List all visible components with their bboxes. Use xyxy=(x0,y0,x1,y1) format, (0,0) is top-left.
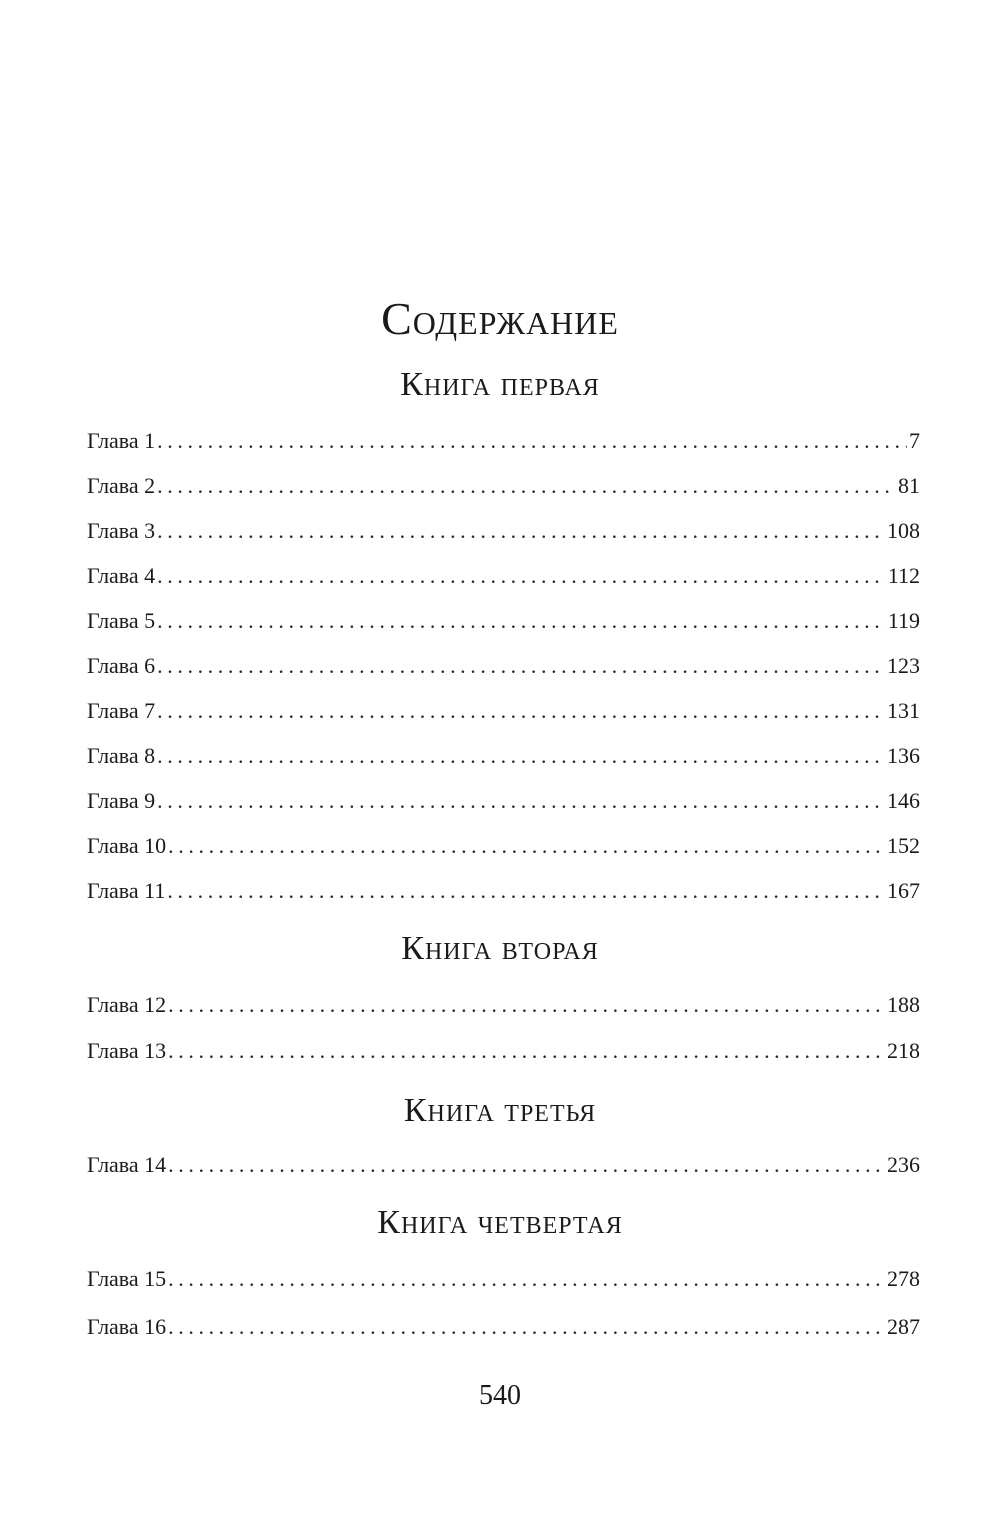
chapter-page: 146 xyxy=(887,788,920,813)
toc-entry[interactable] xyxy=(87,1036,920,1066)
chapter-page: 188 xyxy=(887,992,920,1017)
chapter-page: 236 xyxy=(887,1152,920,1177)
dot-leader xyxy=(157,426,907,456)
chapter-label: Глава 5 xyxy=(87,608,156,633)
chapter-page: 123 xyxy=(887,653,920,678)
dot-leader xyxy=(167,876,885,906)
dot-leader xyxy=(157,471,896,501)
chapter-page: 136 xyxy=(887,743,920,768)
dot-leader xyxy=(157,786,885,816)
dot-leader xyxy=(157,696,885,726)
chapter-label: Глава 2 xyxy=(87,473,156,498)
chapter-label: Глава 10 xyxy=(87,833,167,858)
chapter-label: Глава 9 xyxy=(87,788,156,813)
chapter-page: 108 xyxy=(887,518,920,543)
chapter-page: 218 xyxy=(887,1038,920,1063)
chapter-label: Глава 13 xyxy=(87,1038,167,1063)
chapter-label: Глава 11 xyxy=(87,878,166,903)
toc-entry[interactable] xyxy=(87,876,920,906)
toc-entry[interactable] xyxy=(87,696,920,726)
dot-leader xyxy=(157,606,886,636)
dot-leader xyxy=(168,1264,885,1294)
chapter-label: Глава 14 xyxy=(87,1152,167,1177)
toc-entry[interactable] xyxy=(87,516,920,546)
chapter-label: Глава 16 xyxy=(87,1314,167,1339)
chapter-label: Глава 1 xyxy=(87,428,156,453)
dot-leader xyxy=(168,1312,885,1342)
toc-title: Содержание xyxy=(381,293,619,344)
dot-leader xyxy=(168,990,885,1020)
toc-entry[interactable] xyxy=(87,990,920,1020)
chapter-page: 278 xyxy=(887,1266,920,1291)
chapter-page: 112 xyxy=(887,563,920,588)
book-title: Книга третья xyxy=(403,1092,597,1129)
toc-entry[interactable] xyxy=(87,606,920,636)
page-number: 540 xyxy=(479,1380,521,1411)
chapter-page: 131 xyxy=(887,698,920,723)
chapter-label: Глава 3 xyxy=(87,518,156,543)
chapter-page: 119 xyxy=(887,608,920,633)
chapter-page: 7 xyxy=(909,428,920,453)
dot-leader xyxy=(168,1150,885,1180)
chapter-page: 167 xyxy=(887,878,920,903)
dot-leader xyxy=(157,561,886,591)
toc-entry[interactable] xyxy=(87,831,920,861)
chapter-page: 81 xyxy=(898,473,920,498)
chapter-page: 152 xyxy=(887,833,920,858)
chapter-label: Глава 12 xyxy=(87,992,167,1017)
toc-entry[interactable] xyxy=(87,1312,920,1342)
dot-leader xyxy=(157,741,885,771)
toc-entry[interactable] xyxy=(87,471,920,501)
dot-leader xyxy=(157,516,885,546)
chapter-label: Глава 7 xyxy=(87,698,156,723)
chapter-label: Глава 8 xyxy=(87,743,156,768)
chapter-label: Глава 15 xyxy=(87,1266,167,1291)
toc-entry[interactable] xyxy=(87,786,920,816)
chapter-page: 287 xyxy=(887,1314,920,1339)
book-title: Книга первая xyxy=(400,366,600,403)
toc-entry[interactable] xyxy=(87,1264,920,1294)
dot-leader xyxy=(168,831,885,861)
toc-entry[interactable] xyxy=(87,1150,920,1180)
dot-leader xyxy=(168,1036,885,1066)
chapter-label: Глава 4 xyxy=(87,563,156,588)
toc-entry[interactable] xyxy=(87,561,920,591)
toc-entry[interactable] xyxy=(87,741,920,771)
toc-entry[interactable] xyxy=(87,426,920,456)
book-title: Книга вторая xyxy=(401,930,599,967)
toc-entry[interactable] xyxy=(87,651,920,681)
dot-leader xyxy=(157,651,885,681)
book-title: Книга четвертая xyxy=(377,1204,623,1241)
chapter-label: Глава 6 xyxy=(87,653,156,678)
